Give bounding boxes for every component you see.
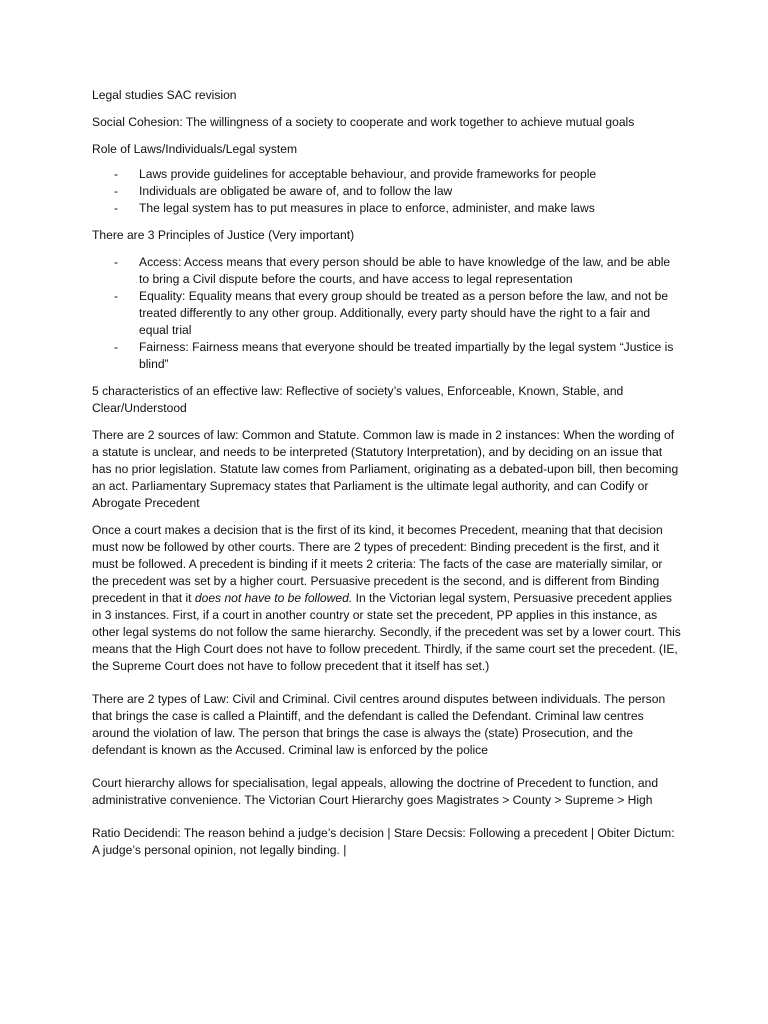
dash-bullet: - <box>114 289 119 303</box>
role-heading: Role of Laws/Individuals/Legal system <box>92 142 298 156</box>
list-item <box>92 183 682 200</box>
principles-heading: There are 3 Principles of Justice (Very important) <box>92 228 355 242</box>
list-item-text: Access: Access means that every person should be able to have knowledge of the law, and be able to bring a Civil dispute before the courts, and have access to legal representation <box>139 255 671 286</box>
dash-bullet: - <box>114 255 119 269</box>
precedent-paragraph <box>92 522 682 675</box>
dash-bullet: - <box>114 184 119 198</box>
dash-bullet: - <box>114 340 119 354</box>
dash-bullet: - <box>114 167 119 181</box>
dash-bullet: - <box>114 201 119 215</box>
precedent-text-2: In the Victorian legal system, Persuasive precedent applies in 3 instances. First, if a court in another country or state set the precedent, PP applies in this instance, as other legal systems do not follow the same hierarchy. Secondly, if the precedent was set by a lower court. This means that the High Court does not have to follow precedent. Thirdly, if the same court set the precedent. (IE, the Supreme Court does not have to follow precedent that it itself has set.) <box>92 591 681 673</box>
list-item-text: Individuals are obligated be aware of, and to follow the law <box>139 184 453 198</box>
types-of-law-paragraph: There are 2 types of Law: Civil and Criminal. Civil centres around disputes between individuals. The person that brings the case is called a Plaintiff, and the defendant is called the Defendant. Criminal law centres around the violation of law. The person that brings the case is always the (state) Prosecution, and the defendant is known as the Accused. Criminal law is enforced by the police <box>92 692 666 757</box>
principles-list <box>92 254 682 373</box>
social-cohesion-paragraph: Social Cohesion: The willingness of a society to cooperate and work together to achieve mutual goals <box>92 115 635 129</box>
precedent-italic-text: does not have to be followed. <box>194 591 353 605</box>
list-item-text: The legal system has to put measures in place to enforce, administer, and make laws <box>139 201 595 215</box>
list-item-text: Fairness: Fairness means that everyone should be treated impartially by the legal system “Justice is blind” <box>139 340 674 371</box>
list-item <box>92 166 682 183</box>
precedent-text-1: Once a court makes a decision that is the first of its kind, it becomes Precedent, meaning that that decision must now be followed by other courts. There are 2 types of precedent: Binding precedent is the first, and it must be followed. A precedent is binding if it meets 2 criteria: The facts of the case are materially similar, or the precedent was set by a higher court. Persuasive precedent is the second, and is different from Binding precedent in that it <box>92 523 663 605</box>
document-page <box>92 87 682 869</box>
document-title: Legal studies SAC revision <box>92 88 237 102</box>
list-item <box>92 339 682 373</box>
list-item <box>92 200 682 217</box>
characteristics-paragraph: 5 characteristics of an effective law: Reflective of society’s values, Enforceable, Known, Stable, and Clear/Understood <box>92 384 624 415</box>
list-item-text: Laws provide guidelines for acceptable behaviour, and provide frameworks for people <box>139 167 597 181</box>
role-list <box>92 166 682 217</box>
list-item <box>92 254 682 288</box>
terms-paragraph: Ratio Decidendi: The reason behind a judge’s decision | Stare Decsis: Following a precedent | Obiter Dictum: A judge’s personal opinion, not legally binding. | <box>92 826 675 857</box>
court-hierarchy-paragraph: Court hierarchy allows for specialisation, legal appeals, allowing the doctrine of Precedent to function, and administrative convenience. The Victorian Court Hierarchy goes Magistrates > County > Supreme > High <box>92 776 659 807</box>
list-item-text: Equality: Equality means that every group should be treated as a person before the law, and not be treated differently to any other group. Additionally, every party should have the right to a fair and equal trial <box>139 289 669 337</box>
list-item <box>92 288 682 339</box>
sources-paragraph: There are 2 sources of law: Common and Statute. Common law is made in 2 instances: When the wording of a statute is unclear, and needs to be interpreted (Statutory Interpretation), and by deciding on an issue that has no prior legislation. Statute law comes from Parliament, originating as a debated-upon bill, then becoming an act. Parliamentary Supremacy states that Parliament is the ultimate legal authority, and can Codify or Abrogate Precedent <box>92 428 679 510</box>
